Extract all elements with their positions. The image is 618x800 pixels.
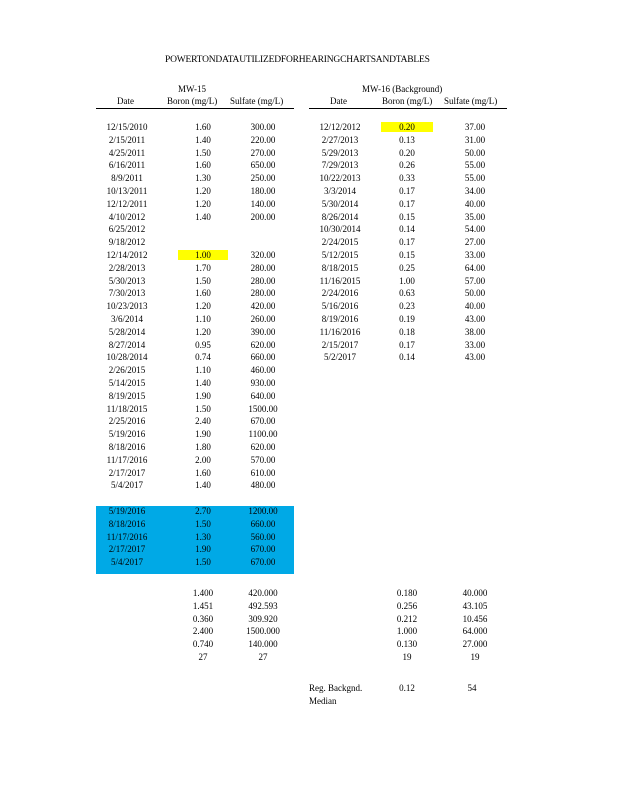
sulfate-cell: 31.00: [464, 134, 486, 145]
date-cell: 8/19/2016: [321, 314, 359, 324]
header-date: Date: [117, 96, 134, 106]
date-cell: 4/25/2011: [108, 147, 146, 158]
sulfate-cell: 43.00: [464, 314, 486, 324]
date-cell: 2/28/2013: [108, 262, 146, 273]
stats-row: [309, 626, 507, 639]
boron-cell: 0.25: [399, 262, 415, 273]
date-cell: 5/2/2017: [323, 352, 356, 363]
date-cell: 5/14/2015: [108, 378, 146, 388]
sulfate-stat: 309.920: [248, 613, 278, 624]
date-cell: 4/10/2012: [108, 211, 146, 222]
date-cell: 8/27/2014: [108, 339, 146, 350]
date-cell: 11/17/2016: [106, 454, 148, 465]
table-row: [309, 122, 507, 135]
table-row: [309, 199, 507, 212]
table-row: [96, 301, 294, 314]
boron-cell: 0.13: [399, 134, 415, 145]
date-cell: 5/30/2014: [321, 198, 359, 209]
table-row: [96, 519, 294, 532]
table-row: [96, 391, 294, 404]
date-cell: 5/16/2016: [321, 301, 359, 312]
table-row: [96, 237, 294, 250]
table-row: [96, 532, 294, 545]
table-row: [309, 352, 507, 365]
date-cell: 2/15/2017: [321, 339, 359, 350]
table-row: [96, 288, 294, 301]
table-row: [96, 442, 294, 455]
stats-row: [96, 626, 294, 639]
boron-cell: 0.20: [381, 122, 433, 132]
sulfate-cell: 420.00: [250, 301, 276, 312]
table-row: [309, 224, 507, 237]
sulfate-cell: 300.00: [250, 122, 276, 132]
table-row: [309, 212, 507, 225]
date-cell: 12/15/2010: [106, 122, 148, 132]
date-cell: 10/13/2011: [106, 186, 148, 196]
sulfate-cell: 37.00: [464, 122, 486, 132]
boron-cell: 1.90: [195, 429, 211, 440]
sulfate-cell: 570.00: [250, 454, 276, 465]
sulfate-cell: 64.00: [464, 262, 486, 273]
reg-background-boron: 0.12: [399, 683, 415, 693]
boron-cell: 1.50: [195, 557, 211, 568]
boron-cell: 1.20: [195, 301, 211, 312]
well-label-mw16: MW-16 (Background): [362, 84, 443, 94]
sulfate-stat: 492.593: [248, 600, 278, 611]
sulfate-cell: 57.00: [464, 275, 486, 286]
boron-cell: 0.17: [399, 198, 415, 209]
boron-cell: 1.60: [195, 122, 211, 132]
date-cell: 2/15/2011: [108, 134, 146, 145]
date-cell: 3/3/2014: [323, 186, 356, 196]
boron-cell: 0.18: [399, 326, 415, 337]
date-cell: 2/17/2017: [108, 544, 146, 555]
date-cell: 12/12/2011: [106, 198, 148, 209]
date-cell: 8/18/2015: [321, 262, 359, 273]
sulfate-cell: 40.00: [464, 301, 486, 312]
date-cell: 2/24/2016: [321, 288, 359, 299]
boron-stat: 1.000: [396, 626, 418, 637]
date-cell: 10/23/2013: [106, 301, 148, 312]
boron-cell: 0.20: [399, 147, 415, 158]
stats-row: [96, 639, 294, 652]
sulfate-cell: 280.00: [250, 288, 276, 299]
table-row: [309, 340, 507, 353]
table-row: [96, 455, 294, 468]
date-cell: 6/25/2012: [108, 224, 146, 235]
table-row: [309, 263, 507, 276]
sulfate-cell: 560.00: [250, 531, 276, 542]
date-cell: 5/28/2014: [108, 326, 146, 337]
table-row: [309, 301, 507, 314]
sulfate-cell: 33.00: [464, 339, 486, 350]
date-cell: 11/18/2015: [106, 403, 148, 414]
boron-cell: 1.90: [195, 390, 211, 401]
sulfate-cell: 33.00: [464, 250, 486, 260]
sulfate-stat: 40.000: [462, 588, 488, 598]
sulfate-stat: 19: [470, 652, 480, 662]
table-row: [96, 557, 294, 570]
boron-cell: 1.10: [195, 314, 211, 324]
highlighted-rows-mw15: [96, 506, 294, 574]
sulfate-cell: 180.00: [250, 186, 276, 196]
sulfate-cell: 43.00: [464, 352, 486, 363]
boron-cell: 0.19: [399, 314, 415, 324]
boron-cell: 1.30: [195, 531, 211, 542]
date-cell: 11/17/2016: [106, 531, 148, 542]
boron-cell: 1.40: [195, 134, 211, 145]
sulfate-cell: 670.00: [250, 557, 276, 568]
boron-cell: 1.20: [195, 186, 211, 196]
table-row: [96, 263, 294, 276]
stats-row: [96, 601, 294, 614]
date-cell: 5/4/2017: [110, 480, 143, 491]
boron-cell: 0.14: [399, 224, 415, 235]
boron-cell: 1.60: [195, 160, 211, 171]
boron-cell: 0.14: [399, 352, 415, 363]
boron-cell: 1.00: [178, 250, 228, 260]
date-cell: 5/19/2016: [108, 506, 146, 516]
date-cell: 8/9/2011: [111, 173, 143, 184]
table-row: [309, 148, 507, 161]
date-cell: 3/6/2014: [110, 314, 143, 324]
date-cell: 8/19/2015: [108, 390, 146, 401]
table-row: [96, 199, 294, 212]
table-row: [96, 250, 294, 263]
date-cell: 11/16/2016: [319, 326, 361, 337]
boron-stat: 1.451: [192, 600, 214, 611]
boron-cell: 0.17: [399, 237, 415, 248]
sulfate-cell: 930.00: [250, 378, 276, 388]
table-row: [96, 404, 294, 417]
stats-row: [309, 652, 507, 665]
table-row: [96, 327, 294, 340]
table-row: [309, 314, 507, 327]
reg-background-label: [309, 682, 362, 708]
boron-cell: 0.23: [399, 301, 415, 312]
boron-cell: 1.00: [399, 275, 415, 286]
boron-cell: 1.30: [195, 173, 211, 184]
boron-cell: 0.17: [399, 339, 415, 350]
sulfate-stat: 10.456: [462, 613, 488, 624]
sulfate-cell: 34.00: [464, 186, 486, 196]
boron-cell: 0.17: [399, 186, 415, 196]
date-cell: 2/25/2016: [108, 416, 146, 427]
sulfate-cell: 620.00: [250, 442, 276, 452]
date-cell: 5/30/2013: [108, 275, 146, 286]
table-row: [96, 314, 294, 327]
boron-cell: 1.20: [195, 326, 211, 337]
boron-stat: 0.360: [192, 613, 214, 624]
stats-row: [309, 639, 507, 652]
date-cell: 12/12/2012: [319, 122, 361, 132]
table-row: [96, 122, 294, 135]
sulfate-cell: 200.00: [250, 211, 276, 222]
boron-stat: 0.740: [192, 639, 214, 650]
sulfate-cell: 38.00: [464, 326, 486, 337]
table-row: [96, 378, 294, 391]
boron-cell: 1.50: [195, 403, 211, 414]
boron-stat: 27: [198, 652, 208, 662]
date-cell: 10/22/2013: [319, 173, 361, 184]
boron-cell: 2.40: [195, 416, 211, 427]
table-row: [96, 544, 294, 557]
boron-cell: 0.33: [399, 173, 415, 184]
page-title: POWERTONDATAUTILIZEDFORHEARINGCHARTSANDTABLES: [165, 55, 430, 65]
sulfate-cell: 660.00: [250, 518, 276, 529]
table-row: [309, 276, 507, 289]
sulfate-cell: 620.00: [250, 339, 276, 350]
sulfate-cell: 55.00: [464, 173, 486, 184]
sulfate-cell: 27.00: [464, 237, 486, 248]
date-cell: 2/26/2015: [108, 365, 146, 376]
boron-stat: 0.212: [396, 613, 418, 624]
sulfate-cell: 320.00: [250, 250, 276, 260]
table-row: [309, 173, 507, 186]
sulfate-stat: 420.000: [248, 588, 278, 598]
sulfate-cell: 35.00: [464, 211, 486, 222]
date-cell: 5/4/2017: [110, 557, 143, 568]
sulfate-cell: 670.00: [250, 416, 276, 427]
boron-cell: 1.80: [195, 442, 211, 452]
date-cell: 5/29/2013: [321, 147, 359, 158]
boron-stat: 1.400: [192, 588, 214, 598]
table-row: [96, 173, 294, 186]
boron-cell: 1.90: [195, 544, 211, 555]
table-header-mw16: [309, 96, 507, 109]
sulfate-cell: 280.00: [250, 275, 276, 286]
date-cell: 2/24/2015: [321, 237, 359, 248]
table-row: [309, 160, 507, 173]
sulfate-stat: 43.105: [462, 600, 488, 611]
boron-cell: 1.60: [195, 288, 211, 299]
well-label-mw15: MW-15: [178, 84, 206, 94]
header-boron: Boron (mg/L): [167, 96, 218, 106]
stats-row: [96, 614, 294, 627]
reg-background-line2: Median: [309, 696, 337, 706]
boron-cell: 1.40: [195, 480, 211, 491]
table-row: [309, 237, 507, 250]
date-cell: 10/28/2014: [106, 352, 148, 363]
table-row: [96, 276, 294, 289]
date-cell: 2/27/2013: [321, 134, 359, 145]
boron-cell: 1.40: [195, 378, 211, 388]
sulfate-cell: 250.00: [250, 173, 276, 184]
table-row: [96, 148, 294, 161]
date-cell: 6/16/2011: [108, 160, 146, 171]
table-row: [96, 340, 294, 353]
sulfate-cell: 480.00: [250, 480, 276, 491]
date-cell: 12/14/2012: [106, 250, 148, 260]
table-row: [96, 468, 294, 481]
boron-stat: 0.180: [396, 588, 418, 598]
sulfate-cell: 50.00: [464, 147, 486, 158]
boron-cell: 0.95: [195, 339, 211, 350]
table-header-mw15: [96, 96, 294, 109]
stats-row: [96, 588, 294, 601]
date-cell: 8/26/2014: [321, 211, 359, 222]
sulfate-cell: 50.00: [464, 288, 486, 299]
boron-cell: 1.60: [195, 467, 211, 478]
sulfate-cell: 54.00: [464, 224, 486, 235]
boron-cell: 1.50: [195, 518, 211, 529]
table-row: [96, 506, 294, 519]
table-row: [96, 480, 294, 493]
header-sulfate: Sulfate (mg/L): [444, 96, 498, 106]
sulfate-cell: 260.00: [250, 314, 276, 324]
sulfate-stat: 27.000: [462, 639, 488, 650]
boron-cell: 1.40: [195, 211, 211, 222]
boron-stat: 2.400: [192, 626, 214, 637]
date-cell: 7/29/2013: [321, 160, 359, 171]
boron-cell: 0.63: [399, 288, 415, 299]
reg-background-sulfate: 54: [467, 683, 477, 693]
boron-stat: 0.256: [396, 600, 418, 611]
table-row: [96, 352, 294, 365]
sulfate-stat: 27: [258, 652, 268, 662]
stats-row: [309, 614, 507, 627]
date-cell: 8/18/2016: [108, 442, 146, 452]
sulfate-cell: 460.00: [250, 365, 276, 376]
boron-cell: 0.26: [399, 160, 415, 171]
stats-row: [96, 652, 294, 665]
header-sulfate: Sulfate (mg/L): [230, 96, 284, 106]
table-row: [309, 135, 507, 148]
table-row: [96, 212, 294, 225]
table-row: [309, 288, 507, 301]
boron-cell: 0.15: [399, 250, 415, 260]
stats-row: [309, 601, 507, 614]
stats-row: [309, 588, 507, 601]
table-row: [96, 160, 294, 173]
table-row: [96, 429, 294, 442]
boron-cell: 1.50: [195, 147, 211, 158]
sulfate-cell: 1500.00: [248, 403, 278, 414]
sulfate-cell: 650.00: [250, 160, 276, 171]
table-row: [96, 186, 294, 199]
date-cell: 11/16/2015: [319, 275, 361, 286]
boron-cell: 2.70: [195, 506, 211, 516]
table-row: [96, 224, 294, 237]
date-cell: 5/12/2015: [321, 250, 359, 260]
date-cell: 9/18/2012: [108, 237, 146, 248]
sulfate-cell: 1100.00: [248, 429, 278, 440]
sulfate-stat: 140.000: [248, 639, 278, 650]
sulfate-cell: 40.00: [464, 198, 486, 209]
boron-cell: 0.74: [195, 352, 211, 363]
sulfate-stat: 64.000: [462, 626, 488, 637]
sulfate-stat: 1500.000: [246, 626, 280, 637]
sulfate-cell: 1200.00: [248, 506, 278, 516]
sulfate-cell: 270.00: [250, 147, 276, 158]
header-date: Date: [330, 96, 347, 106]
table-row: [309, 327, 507, 340]
sulfate-cell: 280.00: [250, 262, 276, 273]
table-row: [309, 186, 507, 199]
sulfate-cell: 610.00: [250, 467, 276, 478]
boron-cell: 2.00: [195, 454, 211, 465]
table-row: [96, 416, 294, 429]
sulfate-cell: 660.00: [250, 352, 276, 363]
sulfate-cell: 220.00: [250, 134, 276, 145]
table-row: [96, 135, 294, 148]
date-cell: 2/17/2017: [108, 467, 146, 478]
date-cell: 10/30/2014: [319, 224, 361, 235]
sulfate-cell: 640.00: [250, 390, 276, 401]
boron-cell: 1.20: [195, 198, 211, 209]
sulfate-cell: 390.00: [250, 326, 276, 337]
boron-stat: 0.130: [396, 639, 418, 650]
table-row: [96, 365, 294, 378]
boron-cell: 1.10: [195, 365, 211, 376]
sulfate-cell: 55.00: [464, 160, 486, 171]
boron-cell: 1.70: [195, 262, 211, 273]
boron-stat: 19: [402, 652, 412, 662]
date-cell: 7/30/2013: [108, 288, 146, 299]
date-cell: 8/18/2016: [108, 518, 146, 529]
boron-cell: 1.50: [195, 275, 211, 286]
reg-background-line1: Reg. Backgnd.: [309, 683, 363, 693]
sulfate-cell: 140.00: [250, 198, 276, 209]
sulfate-cell: 670.00: [250, 544, 276, 555]
table-row: [309, 250, 507, 263]
header-boron: Boron (mg/L): [382, 96, 433, 106]
date-cell: 5/19/2016: [108, 429, 146, 440]
boron-cell: 0.15: [399, 211, 415, 222]
